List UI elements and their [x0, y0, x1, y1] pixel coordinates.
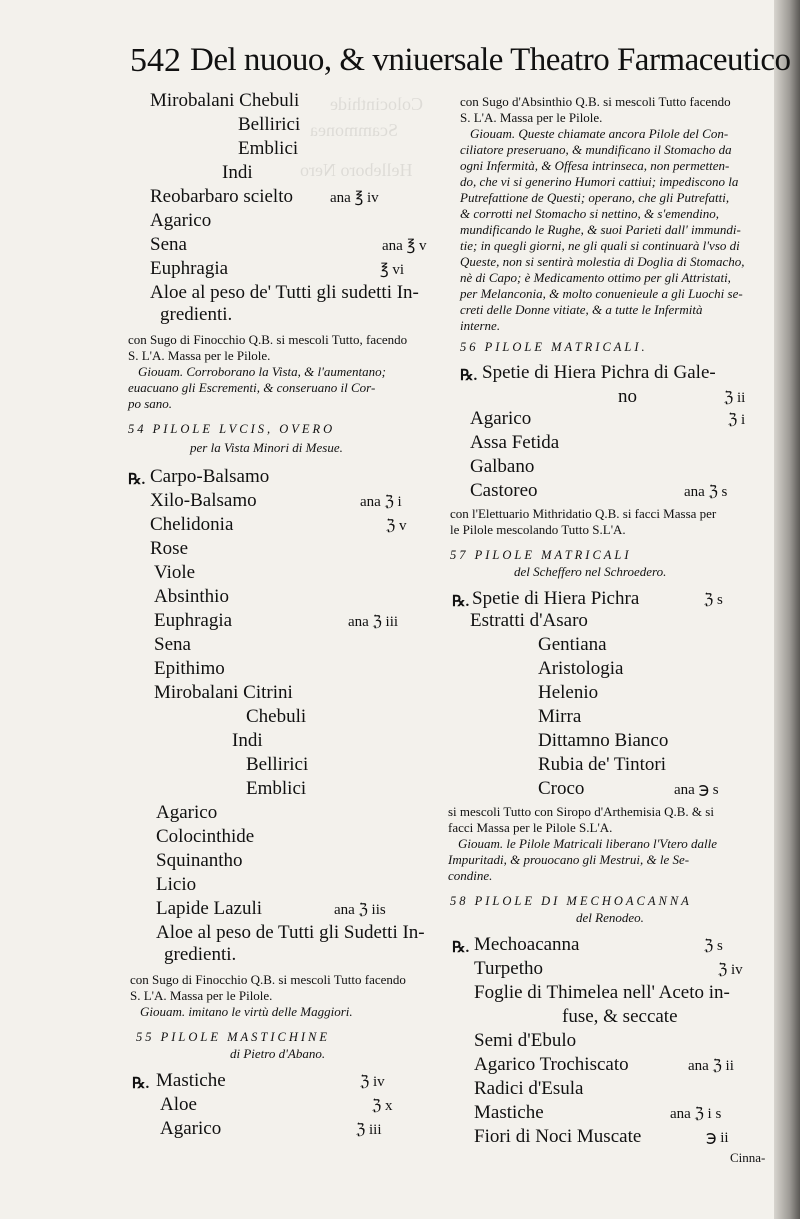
show-through: Helleboro Nero [300, 160, 413, 180]
recipe-heading: 56 PILOLE MATRICALI. [460, 340, 648, 354]
ingredient: Radici d'Esula [474, 1078, 584, 1099]
quantity: ℨ s [704, 938, 723, 954]
ingredient: gredienti. [164, 944, 237, 965]
note-text: interne. [460, 318, 501, 333]
ingredient: Carpo-Balsamo [150, 466, 270, 487]
ingredient: Galbano [470, 456, 535, 477]
ingredient: Semi d'Ebulo [474, 1030, 577, 1051]
ingredient: Sena [154, 634, 191, 655]
ingredient: Absinthio [154, 586, 229, 607]
instruction-text: S. L'A. Massa per le Pilole. [130, 988, 273, 1003]
quantity: ℥ vi [380, 262, 405, 278]
ingredient: no [618, 386, 637, 407]
ingredient: Mechoacanna [474, 934, 580, 955]
instruction-text: facci Massa per le Pilole S.L'A. [448, 820, 613, 835]
ingredient: Euphragia [154, 610, 233, 631]
instruction-text: S. L'A. Massa per le Pilole. [460, 110, 603, 125]
quantity: ana ℨ i s [670, 1106, 722, 1122]
note-text: Putrefattione de Questi; operano, che gli Putrefatti, [460, 190, 730, 205]
ingredient: Squinantho [156, 850, 243, 871]
ingredient: Euphragia [150, 258, 229, 279]
ingredient: Bellirici [238, 114, 301, 135]
instruction-text: con Sugo d'Absinthio Q.B. si mescoli Tutto facendo [460, 94, 731, 109]
quantity: ℨ ii [724, 390, 746, 406]
quantity: ℨ s [704, 592, 723, 608]
note-text: po sano. [128, 396, 173, 411]
ingredient: Rubia de' Tintori [538, 754, 666, 775]
ingredient: Spetie di Hiera Pichra [472, 588, 640, 609]
instruction-text: le Pilole mescolando Tutto S.L'A. [450, 522, 626, 537]
quantity: ℨ x [372, 1098, 393, 1114]
note-text: nè di Capo; è Medicamento ottimo per gli Attristati, [460, 270, 731, 285]
quantity: ℈ ii [706, 1130, 729, 1146]
note-text: Giouam. le Pilole Matricali liberano l'Vtero dalle [458, 836, 718, 851]
ingredient: Estratti d'Asaro [470, 610, 588, 631]
recipe-symbol: ℞. [128, 472, 146, 488]
page-number: 542 [130, 42, 181, 79]
ingredient: Castoreo [470, 480, 538, 501]
ingredient: Mirobalani Chebuli [150, 90, 300, 111]
ingredient: Sena [150, 234, 187, 255]
show-through: Colocinthide [330, 94, 423, 114]
ingredient: Rose [150, 538, 188, 559]
ingredient: Dittamno Bianco [538, 730, 669, 751]
recipe-heading: 55 PILOLE MASTICHINE [136, 1030, 331, 1044]
note-text: Giouam. Corroborano la Vista, & l'aumentano; [138, 364, 386, 379]
ingredient: Agarico [160, 1118, 222, 1139]
ingredient: Agarico Trochiscato [474, 1054, 629, 1075]
ingredient: Xilo-Balsamo [150, 490, 257, 511]
note-text: ogni Infermità, & Offesa intrinseca, non permetten- [460, 158, 730, 173]
instruction-text: S. L'A. Massa per le Pilole. [128, 348, 271, 363]
ingredient: Mastiche [156, 1070, 226, 1091]
ingredient: Spetie di Hiera Pichra di Gale- [482, 362, 716, 383]
page-title: Del nuouo, & vniuersale Theatro Farmaceutico [190, 42, 791, 78]
quantity: ana ℨ s [684, 484, 728, 500]
quantity: ana ℨ iii [348, 614, 399, 630]
ingredient: Aloe al peso de Tutti gli Sudetti In- [156, 922, 425, 943]
ingredient: Aloe [160, 1094, 197, 1115]
ingredient: Aristologia [538, 658, 624, 679]
quantity: ana ℥ iv [330, 190, 379, 206]
ingredient: fuse, & seccate [562, 1006, 678, 1027]
ingredient: Chebuli [246, 706, 307, 727]
recipe-symbol: ℞. [460, 368, 478, 384]
ingredient: Mirobalani Citrini [154, 682, 293, 703]
ingredient: Emblici [238, 138, 299, 159]
ingredient: Indi [222, 162, 253, 183]
show-through: Scammonea [310, 120, 398, 140]
ingredient: Gentiana [538, 634, 607, 655]
instruction-text: con Sugo di Finocchio Q.B. si mescoli Tutto, facendo [128, 332, 408, 347]
ingredient: Croco [538, 778, 585, 799]
recipe-subheading: del Renodeo. [576, 910, 644, 925]
ingredient: Fiori di Noci Muscate [474, 1126, 642, 1147]
note-text: ciliatore preseruano, & mundificano il Stomacho da [460, 142, 732, 157]
catchword: Cinna- [730, 1150, 766, 1165]
note-text: condine. [448, 868, 493, 883]
quantity: ℨ iv [360, 1074, 385, 1090]
instruction-text: con l'Elettuario Mithridatio Q.B. si facci Massa per [450, 506, 717, 521]
ingredient: Chelidonia [150, 514, 234, 535]
recipe-heading: 58 PILOLE DI MECHOACANNA [450, 894, 692, 908]
ingredient: Colocinthide [156, 826, 255, 847]
note-text: mundificando le Rughe, & suoi Parieti dall' immundi- [460, 222, 741, 237]
recipe-subheading: del Scheffero nel Schroedero. [514, 564, 667, 579]
ingredient: gredienti. [160, 304, 233, 325]
note-text: creti delle Donne vitiate, & a tutte le Infermità [460, 302, 703, 317]
ingredient: Reobarbaro scielto [150, 186, 293, 207]
recipe-symbol: ℞. [452, 940, 470, 956]
note-text: Giouam. imitano le virtù delle Maggiori. [140, 1004, 353, 1019]
note-text: tie; in quegli giorni, ne gli quali si continuarà l'vso di [460, 238, 740, 253]
note-text: Giouam. Queste chiamate ancora Pilole del Con- [470, 126, 729, 141]
ingredient: Helenio [538, 682, 599, 703]
ingredient: Agarico [156, 802, 218, 823]
note-text: Queste, non si sentirà molestia di Doglia di Stomacho, [460, 254, 745, 269]
recipe-heading: 54 PILOLE LVCIS, OVERO [128, 422, 336, 436]
recipe-subheading: per la Vista Minori di Mesue. [190, 440, 343, 455]
recipe-heading: 57 PILOLE MATRICALI [450, 548, 632, 562]
ingredient: Aloe al peso de' Tutti gli sudetti In- [150, 282, 419, 303]
ingredient: Turpetho [474, 958, 543, 979]
ingredient: Bellirici [246, 754, 309, 775]
quantity: ana ℨ ii [688, 1058, 734, 1074]
note-text: per Melanconia, & molto conuenieule a gli Luochi se- [460, 286, 743, 301]
ingredient: Indi [232, 730, 263, 751]
running-header [130, 38, 791, 84]
quantity: ℨ v [386, 518, 407, 534]
note-text: do, che vi si generino Humori cattiui; impediscono la [460, 174, 739, 189]
ingredient: Emblici [246, 778, 307, 799]
recipe-subheading: di Pietro d'Abano. [230, 1046, 326, 1061]
quantity: ℨ iii [356, 1122, 382, 1138]
quantity: ℨ i [728, 412, 746, 428]
instruction-text: con Sugo di Finocchio Q.B. si mescoli Tutto facendo [130, 972, 406, 987]
ingredient: Foglie di Thimelea nell' Aceto in- [474, 982, 730, 1003]
recipe-symbol: ℞. [452, 594, 470, 610]
ingredient: Mastiche [474, 1102, 544, 1123]
quantity: ana ℈ s [674, 782, 719, 798]
quantity: ana ℥ v [382, 238, 427, 254]
recipe-symbol: ℞. [132, 1076, 150, 1092]
ingredient: Lapide Lazuli [156, 898, 263, 919]
ingredient: Mirra [538, 706, 582, 727]
ingredient: Agarico [150, 210, 212, 231]
note-text: & corrotti nel Stomacho si nettino, & s'emendino, [460, 206, 720, 221]
page-edge [774, 0, 800, 1219]
note-text: euacuano gli Escrementi, & conseruano il Cor- [128, 380, 376, 395]
quantity: ℨ iv [718, 962, 743, 978]
ingredient: Agarico [470, 408, 532, 429]
note-text: Impuritadi, & prouocano gli Mestrui, & le Se- [448, 852, 690, 867]
ingredient: Viole [154, 562, 196, 583]
ingredient: Assa Fetida [470, 432, 560, 453]
quantity: ana ℨ iis [334, 902, 386, 918]
ingredient: Licio [156, 874, 197, 895]
ingredient: Epithimo [154, 658, 225, 679]
quantity: ana ℨ i [360, 494, 402, 510]
instruction-text: si mescoli Tutto con Siropo d'Arthemisia Q.B. & si [448, 804, 714, 819]
